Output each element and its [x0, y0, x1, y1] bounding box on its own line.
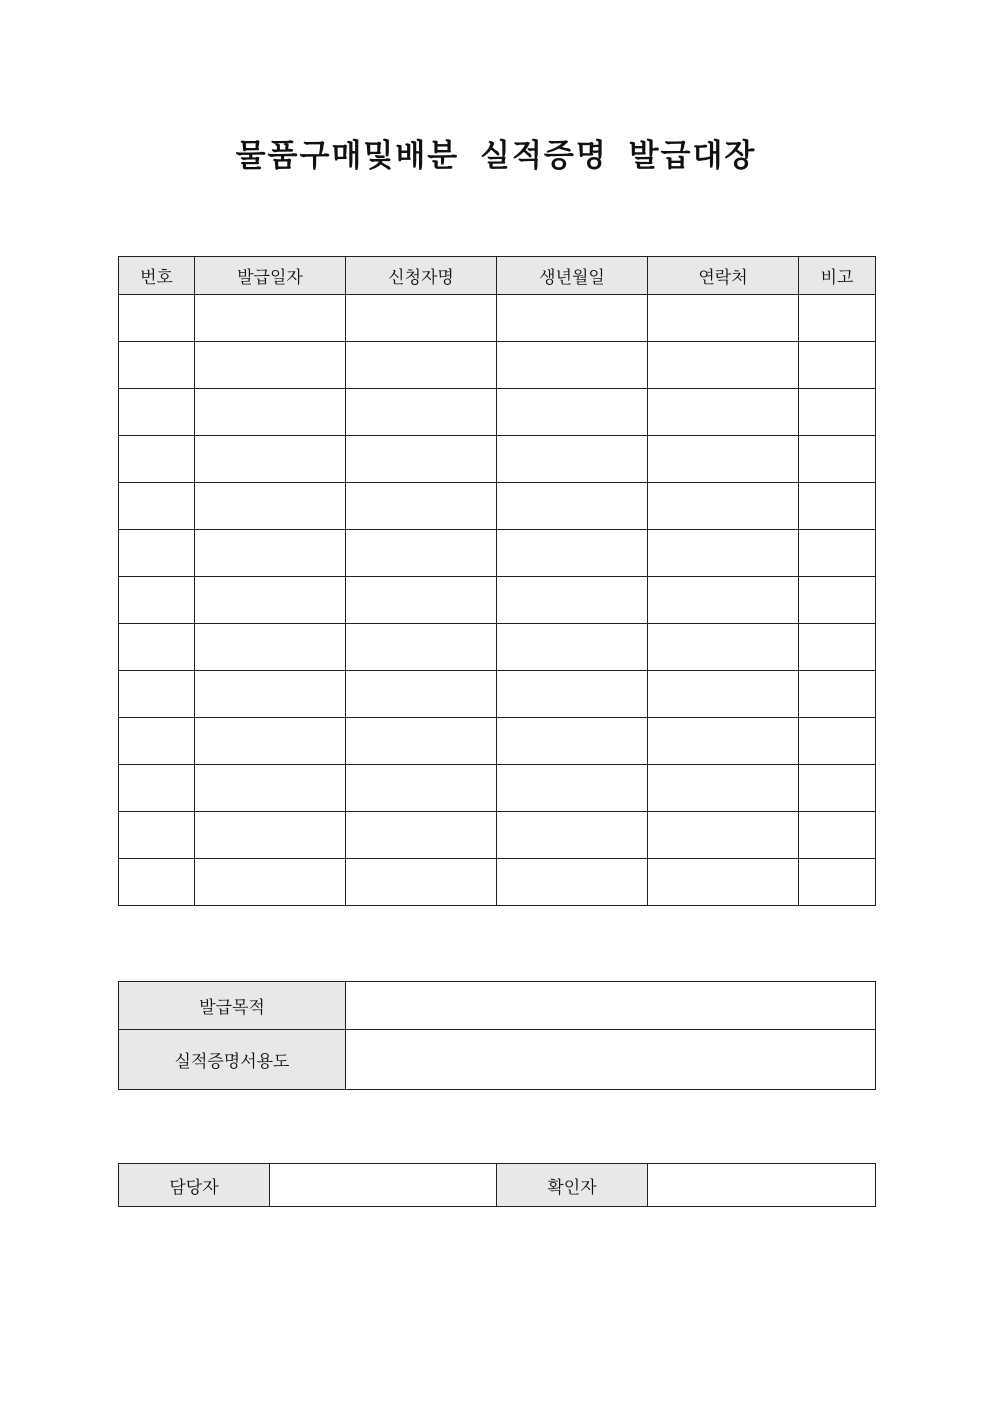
table-row: [119, 389, 876, 436]
column-header-birth-date: 생년월일: [497, 257, 648, 295]
number-cell[interactable]: [119, 530, 195, 577]
birth-date-cell[interactable]: [497, 718, 648, 765]
purpose-table: [118, 981, 876, 1090]
table-row: [119, 671, 876, 718]
table-row: [119, 483, 876, 530]
page-title: 물품구매및배분 실적증명 발급대장: [235, 138, 757, 174]
contact-cell[interactable]: [648, 295, 799, 342]
issue-date-cell[interactable]: [195, 342, 346, 389]
remarks-cell[interactable]: [799, 765, 876, 812]
remarks-cell[interactable]: [799, 859, 876, 906]
birth-date-cell[interactable]: [497, 483, 648, 530]
column-header-remarks: 비고: [799, 257, 876, 295]
remarks-cell[interactable]: [799, 718, 876, 765]
column-header-number: 번호: [119, 257, 195, 295]
table-row: [119, 436, 876, 483]
applicant-name-cell[interactable]: [346, 765, 497, 812]
remarks-cell[interactable]: [799, 389, 876, 436]
contact-cell[interactable]: [648, 436, 799, 483]
issue-date-cell[interactable]: [195, 859, 346, 906]
certificate-use-row: [119, 1030, 876, 1090]
issue-purpose-label: 발급목적: [119, 982, 346, 1030]
applicant-name-cell[interactable]: [346, 295, 497, 342]
birth-date-cell[interactable]: [497, 530, 648, 577]
remarks-cell[interactable]: [799, 436, 876, 483]
applicant-name-cell[interactable]: [346, 436, 497, 483]
table-row: [119, 342, 876, 389]
applicant-name-cell[interactable]: [346, 389, 497, 436]
birth-date-cell[interactable]: [497, 812, 648, 859]
remarks-cell[interactable]: [799, 295, 876, 342]
table-row: [119, 530, 876, 577]
manager-field[interactable]: [270, 1164, 497, 1207]
table-row: [119, 859, 876, 906]
applicant-name-cell[interactable]: [346, 859, 497, 906]
birth-date-cell[interactable]: [497, 765, 648, 812]
issue-date-cell[interactable]: [195, 389, 346, 436]
number-cell[interactable]: [119, 624, 195, 671]
birth-date-cell[interactable]: [497, 671, 648, 718]
birth-date-cell[interactable]: [497, 624, 648, 671]
contact-cell[interactable]: [648, 530, 799, 577]
issue-purpose-field[interactable]: [346, 982, 876, 1030]
table-row: [119, 577, 876, 624]
birth-date-cell[interactable]: [497, 859, 648, 906]
certificate-use-label: 실적증명서용도: [119, 1030, 346, 1090]
applicant-name-cell[interactable]: [346, 577, 497, 624]
number-cell[interactable]: [119, 342, 195, 389]
number-cell[interactable]: [119, 577, 195, 624]
issue-date-cell[interactable]: [195, 671, 346, 718]
contact-cell[interactable]: [648, 859, 799, 906]
issue-date-cell[interactable]: [195, 436, 346, 483]
contact-cell[interactable]: [648, 342, 799, 389]
number-cell[interactable]: [119, 812, 195, 859]
remarks-cell[interactable]: [799, 671, 876, 718]
birth-date-cell[interactable]: [497, 295, 648, 342]
issue-date-cell[interactable]: [195, 718, 346, 765]
issue-date-cell[interactable]: [195, 624, 346, 671]
contact-cell[interactable]: [648, 483, 799, 530]
contact-cell[interactable]: [648, 624, 799, 671]
birth-date-cell[interactable]: [497, 436, 648, 483]
signature-table: [118, 1163, 876, 1207]
certificate-use-field[interactable]: [346, 1030, 876, 1090]
column-header-issue-date: 발급일자: [195, 257, 346, 295]
birth-date-cell[interactable]: [497, 342, 648, 389]
table-row: [119, 718, 876, 765]
contact-cell[interactable]: [648, 577, 799, 624]
column-header-contact: 연락처: [648, 257, 799, 295]
birth-date-cell[interactable]: [497, 389, 648, 436]
contact-cell[interactable]: [648, 812, 799, 859]
contact-cell[interactable]: [648, 718, 799, 765]
contact-cell[interactable]: [648, 389, 799, 436]
confirmer-label: 확인자: [497, 1164, 648, 1207]
number-cell[interactable]: [119, 765, 195, 812]
issue-date-cell[interactable]: [195, 577, 346, 624]
column-header-applicant-name: 신청자명: [346, 257, 497, 295]
remarks-cell[interactable]: [799, 530, 876, 577]
number-cell[interactable]: [119, 483, 195, 530]
table-row: [119, 295, 876, 342]
number-cell[interactable]: [119, 436, 195, 483]
ledger-body: [119, 295, 876, 906]
applicant-name-cell[interactable]: [346, 718, 497, 765]
table-row: [119, 812, 876, 859]
issue-date-cell[interactable]: [195, 295, 346, 342]
issue-date-cell[interactable]: [195, 765, 346, 812]
ledger-header-row: [119, 257, 876, 295]
remarks-cell[interactable]: [799, 342, 876, 389]
number-cell[interactable]: [119, 389, 195, 436]
applicant-name-cell[interactable]: [346, 671, 497, 718]
remarks-cell[interactable]: [799, 624, 876, 671]
confirmer-field[interactable]: [648, 1164, 876, 1207]
table-row: [119, 765, 876, 812]
table-row: [119, 624, 876, 671]
number-cell[interactable]: [119, 718, 195, 765]
applicant-name-cell[interactable]: [346, 342, 497, 389]
signature-row: [119, 1164, 876, 1207]
applicant-name-cell[interactable]: [346, 530, 497, 577]
number-cell[interactable]: [119, 295, 195, 342]
applicant-name-cell[interactable]: [346, 624, 497, 671]
number-cell[interactable]: [119, 671, 195, 718]
applicant-name-cell[interactable]: [346, 483, 497, 530]
issue-purpose-row: [119, 982, 876, 1030]
contact-cell[interactable]: [648, 765, 799, 812]
issue-date-cell[interactable]: [195, 483, 346, 530]
issuance-ledger-table: [118, 256, 876, 906]
contact-cell[interactable]: [648, 671, 799, 718]
issue-date-cell[interactable]: [195, 530, 346, 577]
applicant-name-cell[interactable]: [346, 812, 497, 859]
number-cell[interactable]: [119, 859, 195, 906]
remarks-cell[interactable]: [799, 577, 876, 624]
birth-date-cell[interactable]: [497, 577, 648, 624]
remarks-cell[interactable]: [799, 483, 876, 530]
remarks-cell[interactable]: [799, 812, 876, 859]
issue-date-cell[interactable]: [195, 812, 346, 859]
manager-label: 담당자: [119, 1164, 270, 1207]
